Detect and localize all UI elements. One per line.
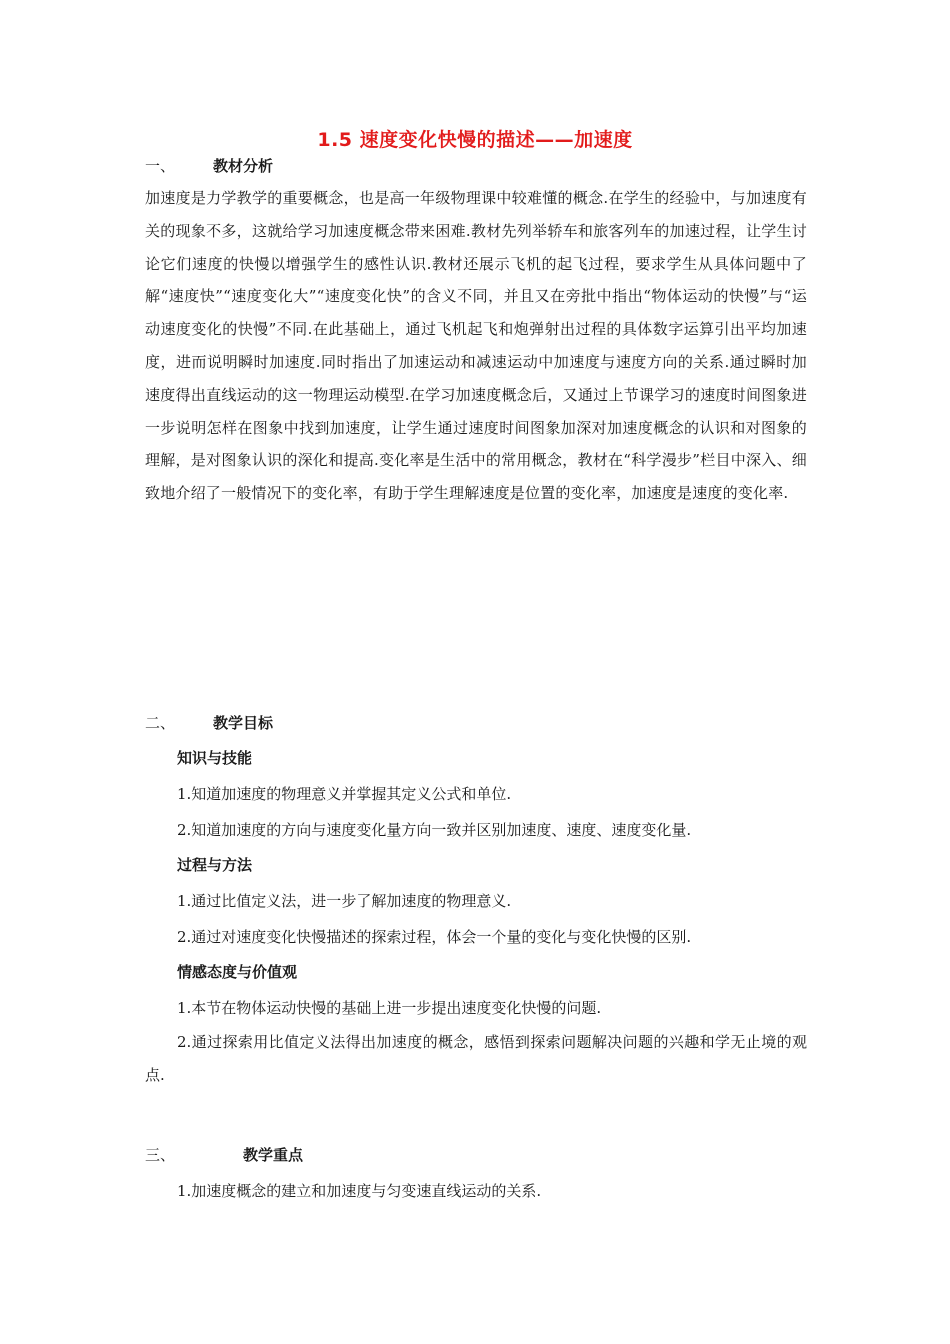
section-number: 二、	[145, 714, 176, 732]
list-item: 1.知道加速度的物理意义并掌握其定义公式和单位.	[177, 785, 512, 803]
section-title: 教学目标	[213, 714, 274, 732]
list-item: 2.通过探索用比值定义法得出加速度的概念，感悟到探索问题解决问题的兴趣和学无止境的观点.	[145, 1033, 807, 1084]
section-title: 教材分析	[213, 157, 274, 175]
subheading-knowledge: 知识与技能	[177, 749, 253, 767]
list-item: 1.加速度概念的建立和加速度与匀变速直线运动的关系.	[177, 1182, 542, 1200]
section-title: 教学重点	[243, 1146, 304, 1164]
list-item: 2.通过对速度变化快慢描述的探索过程，体会一个量的变化与变化快慢的区别.	[177, 928, 692, 946]
section-number: 一、	[145, 157, 176, 175]
subheading-process: 过程与方法	[177, 856, 253, 874]
list-item: 2.知道加速度的方向与速度变化量方向一致并区别加速度、速度、速度变化量.	[177, 821, 692, 839]
list-item: 1.通过比值定义法，进一步了解加速度的物理意义.	[177, 892, 512, 910]
section-paragraph-1: 加速度是力学教学的重要概念，也是高一年级物理课中较难懂的概念.在学生的经验中，与加速度有关的现象不多，这就给学习加速度概念带来困难.教材先列举轿车和旅客列车的加速过程，让学生讨论它们速度的快慢以增强学生的感性认识.教材还展示飞机的起飞过程，要求学生从具体问题中了解“速度快”“速度变化大”“速度变化快”的含义不同，并且又在旁批中指出“物体运动的快慢”与“运动速度变化的快慢”不同.在此基础上，通过飞机起飞和炮弹射出过程的具体数字运算引出平均加速度，进而说明瞬时加速度.同时指出了加速运动和减速运动中加速度与速度方向的关系.通过瞬时加速度得出直线运动的这一物理运动模型.在学习加速度概念后，又通过上节课学习的速度时间图象进一步说明怎样在图象中找到加速度，让学生通过速度时间图象加深对加速度概念的认识和对图象的理解，是对图象认识的深化和提高.变化率是生活中的常用概念，教材在“科学漫步”栏目中深入、细致地介绍了一般情况下的变化率，有助于学生理解速度是位置的变化率，加速度是速度的变化率.	[145, 189, 807, 503]
subheading-attitude: 情感态度与价值观	[177, 963, 298, 981]
list-item: 1.本节在物体运动快慢的基础上进一步提出速度变化快慢的问题.	[177, 999, 602, 1017]
section-heading-2	[145, 712, 273, 733]
document-title: 1.5 速度变化快慢的描述——加速度	[317, 129, 633, 151]
section-heading-1	[145, 155, 273, 176]
section-number: 三、	[145, 1146, 176, 1164]
section-heading-3	[145, 1144, 303, 1165]
